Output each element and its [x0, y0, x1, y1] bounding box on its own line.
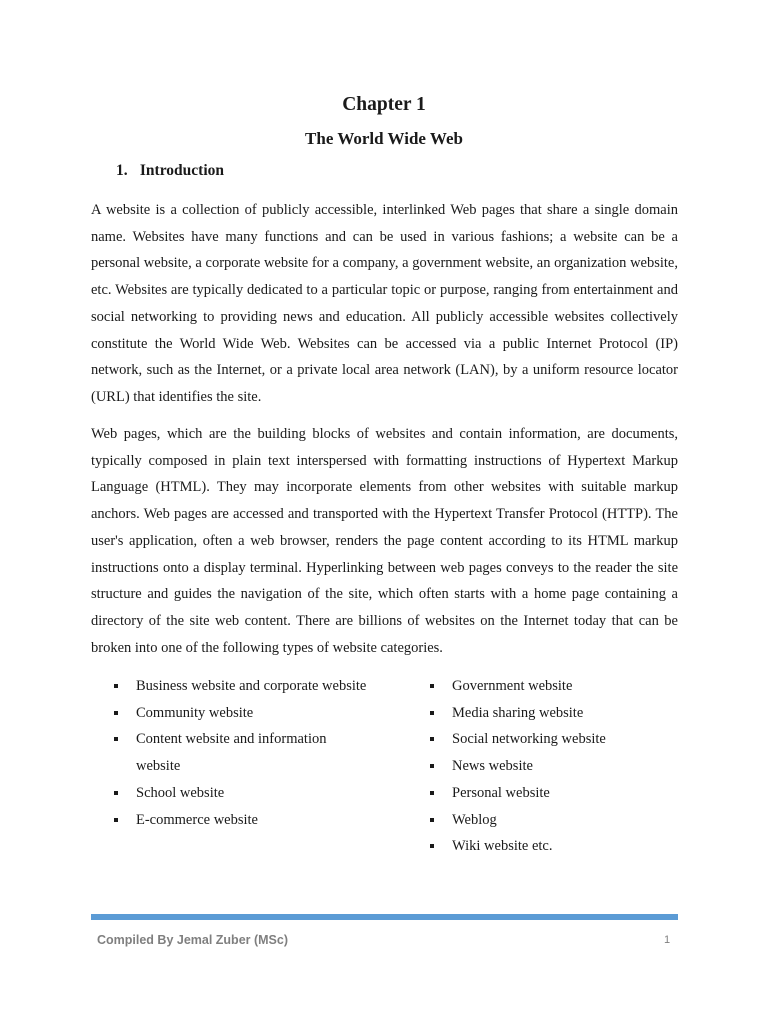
list-item	[427, 807, 687, 834]
list-item	[427, 700, 687, 727]
list-item-text: Content website and information website	[136, 731, 327, 775]
list-item-text: Weblog	[452, 811, 497, 828]
list-item	[111, 700, 371, 727]
section-title: Introduction	[139, 162, 224, 179]
paragraph-2: Web pages, which are the building blocks of websites and contain information, are documents, typically composed in plain text interspersed with formatting instructions of Hypertext Markup Language (HTML). They may incorporate elements from other websites with suitable markup anchors. Web pages are accessed and transported with the Hypertext Transfer Protocol (HTTP). The user's application, often a web browser, renders the page content according to its HTML markup instructions onto a display terminal. Hyperlinking between web pages conveys to the reader the site structure and guides the navigation of the site, which often starts with a home page containing a directory of the site web content. There are billions of websites on the Internet today that can be broken into one of the following types of website categories.	[91, 426, 678, 656]
list-item	[427, 673, 687, 700]
paragraph-1: A website is a collection of publicly accessible, interlinked Web pages that share a single domain name. Websites have many functions and can be used in various fashions; a website can be a personal website, a corporate website for a company, a government website, an organization website, etc. Websites are typically dedicated to a particular topic or purpose, ranging from entertainment and social networking to providing news and education. All publicly accessible websites collectively constitute the World Wide Web. Websites can be accessed via a public Internet Protocol (IP) network, such as the Internet, or a private local area network (LAN), by a uniform resource locator (URL) that identifies the site.	[91, 202, 678, 405]
list-item	[111, 726, 371, 779]
section-heading	[116, 160, 224, 182]
footer-rule	[91, 914, 678, 920]
square-bullet-icon	[430, 737, 434, 741]
list-item	[427, 726, 687, 753]
square-bullet-icon	[114, 711, 118, 715]
square-bullet-icon	[430, 684, 434, 688]
square-bullet-icon	[430, 764, 434, 768]
website-types-list-right	[427, 673, 687, 860]
page-number: 1	[663, 934, 671, 946]
section-number: 1.	[116, 162, 128, 179]
list-item	[427, 753, 687, 780]
list-item	[427, 780, 687, 807]
list-item-text: E-commerce website	[136, 811, 258, 828]
list-item	[111, 807, 371, 834]
list-item-text: News website	[452, 758, 533, 775]
square-bullet-icon	[430, 791, 434, 795]
square-bullet-icon	[114, 791, 118, 795]
square-bullet-icon	[114, 684, 118, 688]
list-item	[111, 780, 371, 807]
footer-author: Compiled By Jemal Zuber (MSc)	[97, 933, 289, 947]
list-item-text: Media sharing website	[452, 704, 584, 721]
square-bullet-icon	[430, 844, 434, 848]
square-bullet-icon	[114, 818, 118, 822]
list-item-text: School website	[136, 784, 225, 801]
square-bullet-icon	[430, 818, 434, 822]
list-item-text: Wiki website etc.	[452, 838, 553, 855]
list-item-text: Personal website	[452, 784, 550, 801]
list-item	[427, 833, 687, 860]
list-item	[111, 673, 371, 700]
chapter-subtitle: The World Wide Web	[305, 129, 463, 148]
square-bullet-icon	[114, 737, 118, 741]
chapter-title: Chapter 1	[342, 94, 426, 115]
list-item-text: Business website and corporate website	[136, 678, 367, 694]
list-item-text: Social networking website	[452, 731, 606, 748]
website-types-list-left	[111, 673, 371, 833]
square-bullet-icon	[430, 711, 434, 715]
list-item-text: Government website	[452, 678, 573, 694]
list-item-text: Community website	[136, 704, 254, 721]
